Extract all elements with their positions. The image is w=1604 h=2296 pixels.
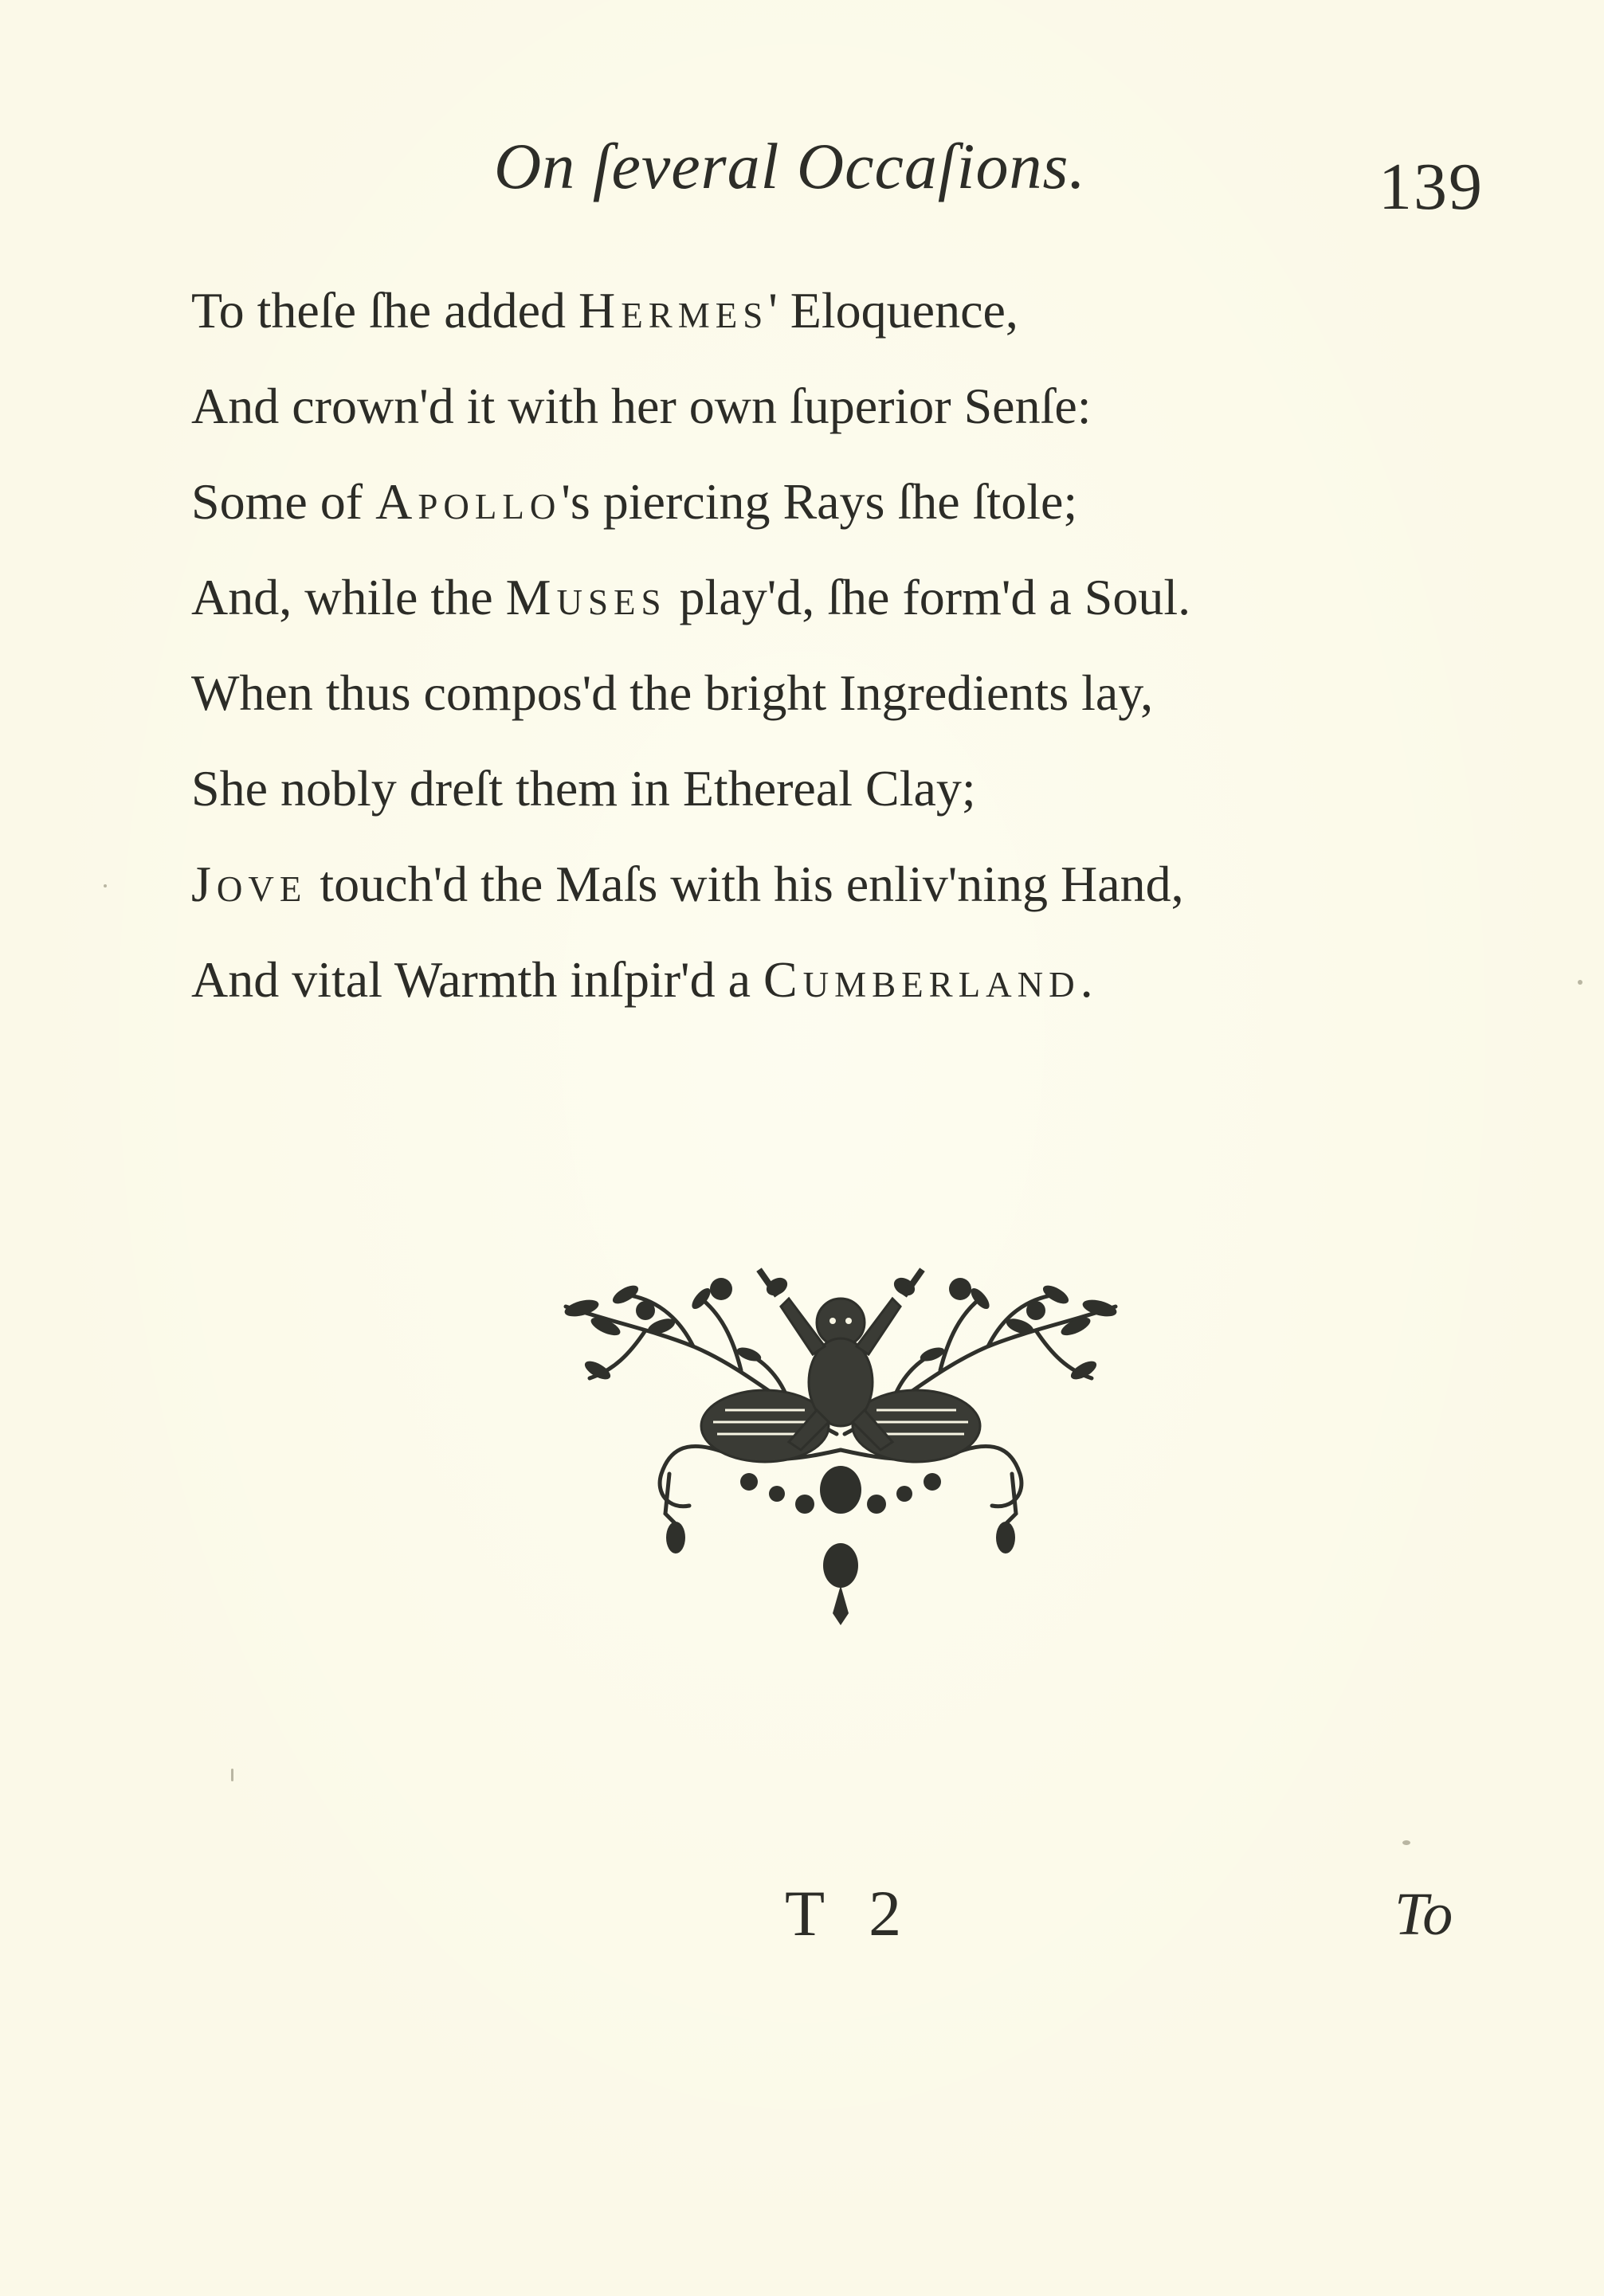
verse-line [191,454,1466,550]
paper-speck [104,884,107,887]
verse-line [191,263,1466,359]
verse-text: . [1080,951,1093,1008]
verse-line [191,837,1466,932]
verse-text: When thus compos'd the bright Ingredients lay, [191,664,1154,721]
verse-line [191,359,1466,454]
verse-line [191,741,1466,837]
verse-name-smallcaps: Muses [505,569,667,625]
verse-text: And vital Warmth inſpir'd a [191,951,763,1008]
verse-text: To theſe ſhe added [191,282,578,339]
page-number: 139 [1378,150,1484,224]
verse-text: She nobly dreſt them in Ethereal Clay; [191,760,976,817]
verse-text: And crown'd it with her own ſuperior Senſe: [191,378,1092,434]
verse-text: ' Eloquence, [768,282,1018,339]
paper-speck [1578,980,1582,985]
verse-name-smallcaps: Jove [191,856,308,912]
signature-mark: T 2 [785,1877,916,1949]
verse-text: And, while the [191,569,506,625]
verse-text: touch'd the Maſs with his enliv'ning Hand, [307,856,1184,912]
paper-speck [1402,1840,1410,1845]
verse-name-smallcaps: Apollo [375,473,562,530]
paper-speck [231,1769,233,1781]
verse-text: Some of [191,473,376,530]
catchword: To [1394,1881,1453,1948]
verse-line [191,932,1466,1028]
verse-text: 's piercing Rays ſhe ſtole; [561,473,1078,530]
verse-name-smallcaps: Cumberland [763,951,1080,1008]
verse-block [191,263,1466,1028]
verse-name-smallcaps: Hermes [578,282,769,339]
verse-line [191,645,1466,741]
running-title: On ſeveral Occaſions. [494,130,1086,202]
verse-line [191,550,1466,645]
verse-text: play'd, ſhe form'd a Soul. [666,569,1191,625]
cherub-tailpiece-ornament-icon [550,1251,1131,1625]
